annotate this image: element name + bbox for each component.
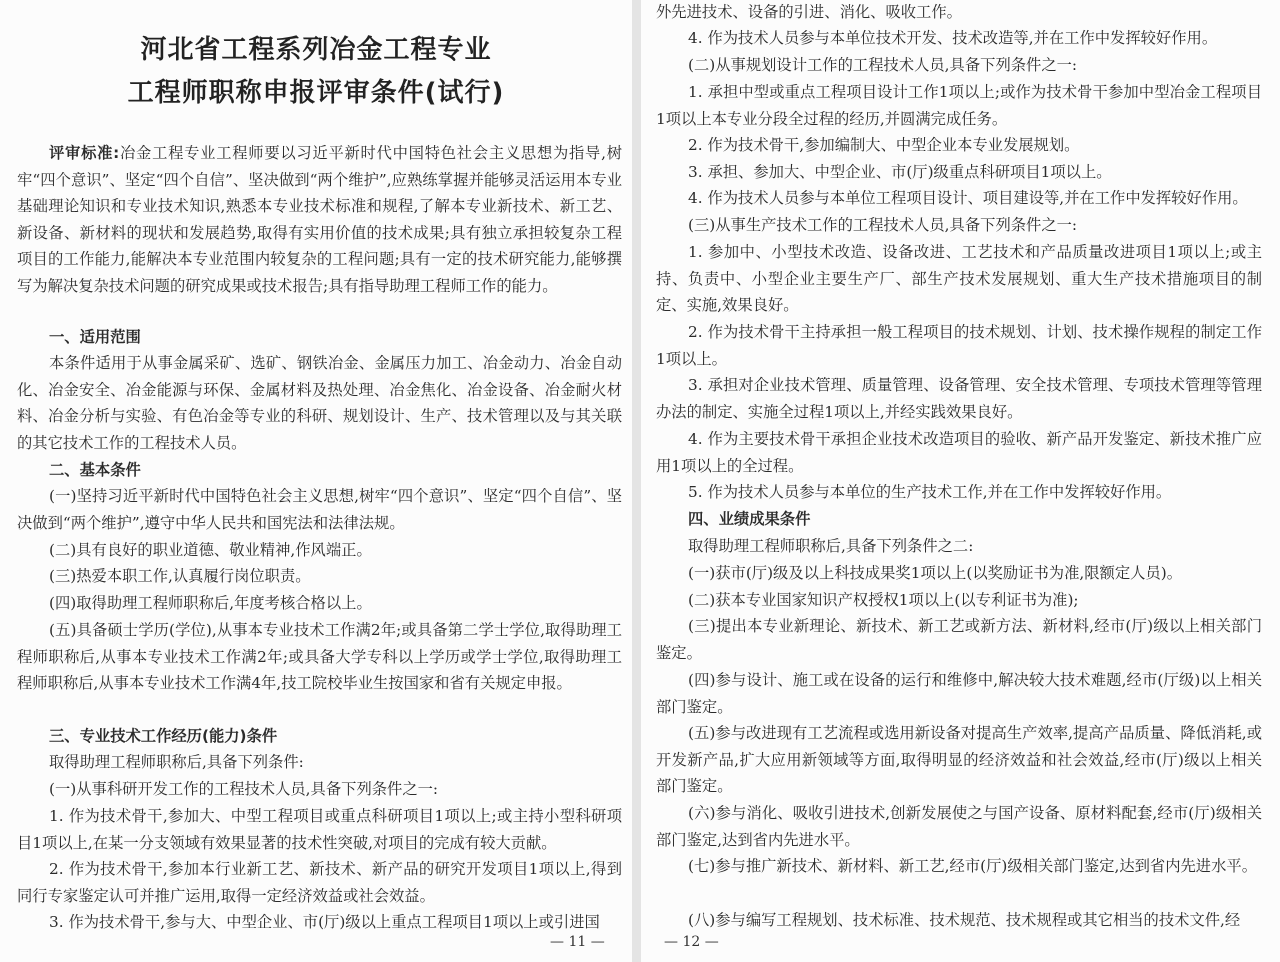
achievement-5: (五)参与改进现有工艺流程或选用新设备对提高生产效率,提高产品质量、降低消耗,或开发新产品,扩大应用新领域等方面,取得明显的经济效益和社会效益,经市(厅)级以上相关部门鉴定。 xyxy=(656,724,1262,796)
document-title-line-2: 工程师职称申报评审条件(试行) xyxy=(127,78,505,108)
achievement-4: (四)参与设计、施工或在设备的运行和维修中,解决较大技术难题,经市(厅级)以上相关部门鉴定。 xyxy=(656,671,1262,716)
achievements-intro: 取得助理工程师职称后,具备下列条件之二: xyxy=(688,537,974,555)
section-heading-achievements: 四、业绩成果条件 xyxy=(688,510,811,528)
research-item-4: 4. 作为技术人员参与本单位技术开发、技术改造等,并在工作中发挥较好作用。 xyxy=(688,29,1218,47)
achievement-8: (八)参与编写工程规划、技术标准、技术规范、技术规程或其它相当的技术文件,经 xyxy=(688,911,1241,929)
experience-intro: 取得助理工程师职称后,具备下列条件: xyxy=(49,753,304,771)
basic-condition-3: (三)热爱本职工作,认真履行岗位职责。 xyxy=(49,567,311,585)
page-number-left: — 11 — xyxy=(550,934,605,950)
production-subsection: (三)从事生产技术工作的工程技术人员,具备下列条件之一: xyxy=(688,216,1078,234)
production-item-2: 2. 作为技术骨干主持承担一般工程项目的技术规划、计划、技术操作规程的制定工作1项以上。 xyxy=(656,323,1262,368)
research-subsection: (一)从事科研开发工作的工程技术人员,具备下列条件之一: xyxy=(49,780,439,798)
achievement-1: (一)获市(厅)级及以上科技成果奖1项以上(以奖励证书为准,限额定人员)。 xyxy=(688,564,1183,582)
section-heading-basic: 二、基本条件 xyxy=(49,461,141,479)
design-subsection: (二)从事规划设计工作的工程技术人员,具备下列条件之一: xyxy=(688,56,1078,74)
achievement-7: (七)参与推广新技术、新材料、新工艺,经市(厅)级相关部门鉴定,达到省内先进水平。 xyxy=(688,857,1257,875)
design-item-4: 4. 作为技术人员参与本单位工程项目设计、项目建设等,并在工作中发挥较好作用。 xyxy=(688,189,1248,207)
review-criteria-text: 冶金工程专业工程师要以习近平新时代中国特色社会主义思想为指导,树牢“四个意识”、坚定“四个自信”、坚决做到“两个维护”,应熟练掌握并能够灵活运用本专业基础理论知识和专业技术知识,熟悉本专业技术标准和规程,了解本专业新技术、新工艺、新设备、新材料的现状和发展趋势,取得有实用价值的技术成果;具有独立承担较复杂工程项目的工作能力,能解决本专业范围内较复杂的工程问题;具有一定的技术研究能力,能够撰写为解决复杂技术问题的研究成果或技术报告;具有指导助理工程师工作的能力。 xyxy=(17,144,622,295)
review-criteria-lead: 评审标准: xyxy=(49,144,120,162)
section-heading-experience: 三、专业技术工作经历(能力)条件 xyxy=(49,727,278,745)
scope-paragraph: 本条件适用于从事金属采矿、选矿、钢铁冶金、金属压力加工、冶金动力、冶金自动化、冶金安全、冶金能源与环保、金属材料及热处理、冶金焦化、冶金设备、冶金耐火材料、冶金分析与实验、有色冶金等专业的科研、规划设计、生产、技术管理以及与其关联的其它技术工作的工程技术人员。 xyxy=(17,354,622,452)
continued-line: 外先进技术、设备的引进、消化、吸收工作。 xyxy=(656,3,962,21)
research-item-2: 2. 作为技术骨干,参加本行业新工艺、新技术、新产品的研究开发项目1项以上,得到同行专家鉴定认可并推广运用,取得一定经济效益或社会效益。 xyxy=(17,860,622,905)
basic-condition-5: (五)具备硕士学历(学位),从事本专业技术工作满2年;或具备第二学士学位,取得助理工程师职称后,从事本专业技术工作满2年;或具备大学专科以上学历或学士学位,取得助理工程师职称后,从事本专业技术工作满4年,技工院校毕业生按国家和省有关规定申报。 xyxy=(17,621,622,693)
basic-condition-4: (四)取得助理工程师职称后,年度考核合格以上。 xyxy=(49,594,372,612)
basic-condition-1: (一)坚持习近平新时代中国特色社会主义思想,树牢“四个意识”、坚定“四个自信”、坚决做到“两个维护”,遵守中华人民共和国宪法和法律法规。 xyxy=(17,487,622,532)
page-number-right: — 12 — xyxy=(664,934,719,950)
production-item-1: 1. 参加中、小型技术改造、设备改进、工艺技术和产品质量改进项目1项以上;或主持、负责中、小型企业主要生产厂、部生产技术发展规划、重大生产技术措施项目的制定、实施,效果良好。 xyxy=(656,243,1262,315)
section-heading-scope: 一、适用范围 xyxy=(49,328,141,346)
achievement-6: (六)参与消化、吸收引进技术,创新发展使之与国产设备、原材料配套,经市(厅)级相关部门鉴定,达到省内先进水平。 xyxy=(656,804,1262,849)
design-item-3: 3. 承担、参加大、中型企业、市(厅)级重点科研项目1项以上。 xyxy=(688,163,1112,181)
production-item-5: 5. 作为技术人员参与本单位的生产技术工作,并在工作中发挥较好作用。 xyxy=(688,483,1172,501)
document-title-line-1: 河北省工程系列冶金工程专业 xyxy=(140,35,492,65)
production-item-3: 3. 承担对企业技术管理、质量管理、设备管理、安全技术管理、专项技术管理等管理办法的制定、实施全过程1项以上,并经实践效果良好。 xyxy=(656,376,1262,421)
design-item-2: 2. 作为技术骨干,参加编制大、中型企业本专业发展规划。 xyxy=(688,136,1080,154)
research-item-3: 3. 作为技术骨干,参与大、中型企业、市(厅)级以上重点工程项目1项以上或引进国 xyxy=(49,913,600,931)
production-item-4: 4. 作为主要技术骨干承担企业技术改造项目的验收、新产品开发鉴定、新技术推广应用1项以上的全过程。 xyxy=(656,430,1262,475)
achievement-3: (三)提出本专业新理论、新技术、新工艺或新方法、新材料,经市(厅)级以上相关部门鉴定。 xyxy=(656,617,1262,662)
review-criteria-paragraph xyxy=(17,140,622,300)
design-item-1: 1. 承担中型或重点工程项目设计工作1项以上;或作为技术骨干参加中型冶金工程项目1项以上本专业分段全过程的经历,并圆满完成任务。 xyxy=(656,83,1262,128)
achievement-2: (二)获本专业国家知识产权授权1项以上(以专利证书为准); xyxy=(688,591,1079,609)
basic-condition-2: (二)具有良好的职业道德、敬业精神,作风端正。 xyxy=(49,541,372,559)
research-item-1: 1. 作为技术骨干,参加大、中型工程项目或重点科研项目1项以上;或主持小型科研项目1项以上,在某一分支领域有效果显著的技术性突破,对项目的完成有较大贡献。 xyxy=(17,807,622,852)
